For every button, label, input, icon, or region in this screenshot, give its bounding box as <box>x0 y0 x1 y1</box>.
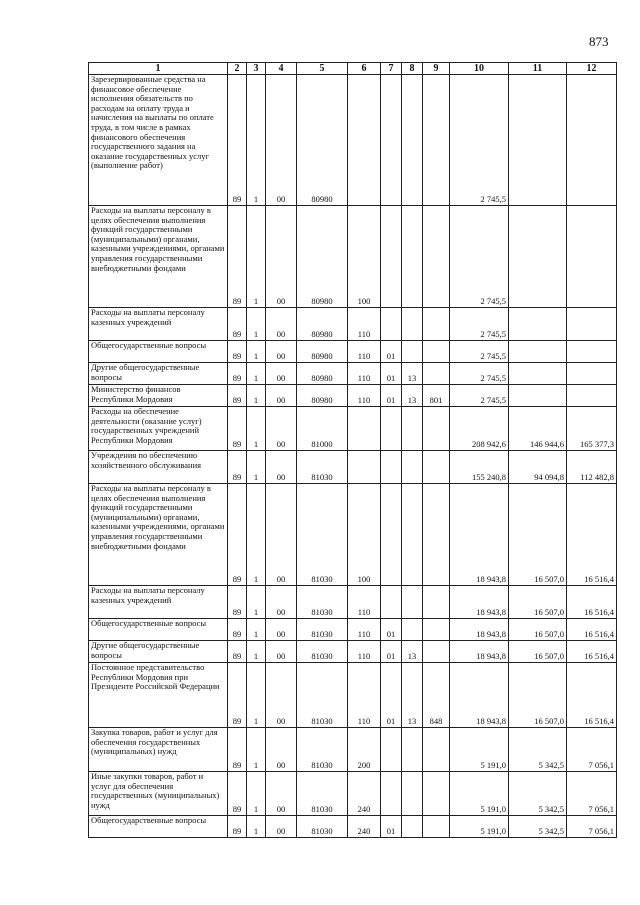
cell-c11 <box>509 206 567 308</box>
cell-c2: 89 <box>228 484 247 586</box>
cell-c10: 18 943,8 <box>450 663 509 728</box>
column-header: 11 <box>509 63 567 75</box>
column-header: 9 <box>423 63 450 75</box>
cell-c11 <box>509 75 567 206</box>
cell-c2: 89 <box>228 641 247 663</box>
cell-c4: 00 <box>266 206 297 308</box>
cell-c9 <box>423 772 450 816</box>
cell-c6: 110 <box>348 363 381 385</box>
cell-c7: 01 <box>381 641 402 663</box>
cell-c4: 00 <box>266 407 297 451</box>
cell-c11: 16 507,0 <box>509 484 567 586</box>
cell-c6: 110 <box>348 385 381 407</box>
cell-c3: 1 <box>247 772 266 816</box>
cell-c10: 2 745,5 <box>450 363 509 385</box>
page-number: 873 <box>589 34 609 49</box>
cell-c12: 7 056,1 <box>567 772 617 816</box>
cell-c12 <box>567 385 617 407</box>
cell-c8 <box>402 341 423 363</box>
cell-c5: 81030 <box>297 586 348 619</box>
row-name-cell: Расходы на выплаты персоналу в целях обеспечения выполнения функций государственными (муниципальными) органами, казенными учреждениями, органами управления государственными внебюджетными фондами <box>89 484 228 586</box>
cell-c8 <box>402 206 423 308</box>
column-header: 7 <box>381 63 402 75</box>
cell-c10: 2 745,5 <box>450 341 509 363</box>
table-row <box>89 407 617 451</box>
cell-c10: 5 191,0 <box>450 772 509 816</box>
cell-c8: 13 <box>402 641 423 663</box>
table-row <box>89 385 617 407</box>
cell-c5: 80980 <box>297 363 348 385</box>
table-row <box>89 663 617 728</box>
cell-c6 <box>348 75 381 206</box>
cell-c5: 81030 <box>297 641 348 663</box>
cell-c6: 110 <box>348 641 381 663</box>
cell-c2: 89 <box>228 586 247 619</box>
cell-c12: 165 377,3 <box>567 407 617 451</box>
cell-c10: 18 943,8 <box>450 619 509 641</box>
cell-c2: 89 <box>228 75 247 206</box>
cell-c6: 100 <box>348 484 381 586</box>
cell-c2: 89 <box>228 619 247 641</box>
cell-c4: 00 <box>266 619 297 641</box>
cell-c3: 1 <box>247 407 266 451</box>
cell-c8 <box>402 728 423 772</box>
column-header: 6 <box>348 63 381 75</box>
cell-c5: 81030 <box>297 619 348 641</box>
cell-c8: 13 <box>402 363 423 385</box>
cell-c5: 81030 <box>297 728 348 772</box>
table-row <box>89 772 617 816</box>
cell-c9 <box>423 206 450 308</box>
cell-c9 <box>423 407 450 451</box>
cell-c3: 1 <box>247 641 266 663</box>
cell-c10: 2 745,5 <box>450 75 509 206</box>
cell-c5: 81030 <box>297 816 348 838</box>
cell-c9 <box>423 75 450 206</box>
cell-c4: 00 <box>266 363 297 385</box>
cell-c9: 801 <box>423 385 450 407</box>
table-row <box>89 308 617 341</box>
cell-c8 <box>402 484 423 586</box>
cell-c12 <box>567 363 617 385</box>
cell-c12 <box>567 206 617 308</box>
table-row <box>89 451 617 484</box>
cell-c6: 110 <box>348 341 381 363</box>
cell-c2: 89 <box>228 363 247 385</box>
row-name-cell: Расходы на выплаты персоналу казенных учреждений <box>89 586 228 619</box>
cell-c12: 16 516,4 <box>567 586 617 619</box>
column-header: 2 <box>228 63 247 75</box>
cell-c9 <box>423 363 450 385</box>
row-name-cell: Зарезервированные средства на финансовое обеспечение исполнения обязательств по расходам на оплату труда и начисления на выплаты по оплате труда, в том числе в рамках финансового обеспечения государственного задания на оказание государственных услуг (выполнение работ) <box>89 75 228 206</box>
table-row <box>89 363 617 385</box>
cell-c11: 16 507,0 <box>509 619 567 641</box>
row-name-cell: Общегосударственные вопросы <box>89 816 228 838</box>
cell-c6: 110 <box>348 308 381 341</box>
table-row <box>89 728 617 772</box>
cell-c10: 155 240,8 <box>450 451 509 484</box>
cell-c7 <box>381 75 402 206</box>
column-header: 1 <box>89 63 228 75</box>
cell-c12: 16 516,4 <box>567 484 617 586</box>
cell-c10: 18 943,8 <box>450 484 509 586</box>
cell-c10: 5 191,0 <box>450 816 509 838</box>
cell-c4: 00 <box>266 816 297 838</box>
table-row <box>89 619 617 641</box>
table-row <box>89 75 617 206</box>
cell-c12: 16 516,4 <box>567 619 617 641</box>
cell-c2: 89 <box>228 451 247 484</box>
cell-c11: 5 342,5 <box>509 816 567 838</box>
cell-c9: 848 <box>423 663 450 728</box>
cell-c4: 00 <box>266 75 297 206</box>
cell-c12: 7 056,1 <box>567 816 617 838</box>
cell-c7: 01 <box>381 663 402 728</box>
cell-c9 <box>423 484 450 586</box>
cell-c5: 80980 <box>297 341 348 363</box>
cell-c4: 00 <box>266 728 297 772</box>
cell-c6: 240 <box>348 816 381 838</box>
table-row <box>89 586 617 619</box>
cell-c7: 01 <box>381 385 402 407</box>
table-row <box>89 484 617 586</box>
cell-c8: 13 <box>402 663 423 728</box>
column-header: 3 <box>247 63 266 75</box>
cell-c8: 13 <box>402 385 423 407</box>
cell-c3: 1 <box>247 75 266 206</box>
cell-c4: 00 <box>266 484 297 586</box>
row-name-cell: Другие общегосударственные вопросы <box>89 363 228 385</box>
cell-c7 <box>381 586 402 619</box>
cell-c2: 89 <box>228 816 247 838</box>
cell-c4: 00 <box>266 663 297 728</box>
cell-c8 <box>402 816 423 838</box>
row-name-cell: Расходы на выплаты персоналу в целях обеспечения выполнения функций государственными (муниципальными) органами, казенными учреждениями, органами управления государственными внебюджетными фондами <box>89 206 228 308</box>
cell-c7 <box>381 451 402 484</box>
cell-c4: 00 <box>266 586 297 619</box>
cell-c7 <box>381 308 402 341</box>
table-header-row <box>89 63 617 75</box>
column-header: 4 <box>266 63 297 75</box>
cell-c2: 89 <box>228 206 247 308</box>
cell-c5: 81030 <box>297 663 348 728</box>
cell-c9 <box>423 308 450 341</box>
cell-c11 <box>509 385 567 407</box>
cell-c6: 200 <box>348 728 381 772</box>
cell-c7 <box>381 206 402 308</box>
row-name-cell: Общегосударственные вопросы <box>89 619 228 641</box>
cell-c4: 00 <box>266 341 297 363</box>
cell-c7 <box>381 728 402 772</box>
cell-c8 <box>402 619 423 641</box>
cell-c4: 00 <box>266 385 297 407</box>
cell-c8 <box>402 308 423 341</box>
column-header: 12 <box>567 63 617 75</box>
cell-c2: 89 <box>228 407 247 451</box>
cell-c5: 80980 <box>297 206 348 308</box>
table-row <box>89 341 617 363</box>
cell-c8 <box>402 75 423 206</box>
cell-c7: 01 <box>381 341 402 363</box>
cell-c11 <box>509 308 567 341</box>
column-header: 8 <box>402 63 423 75</box>
cell-c11: 5 342,5 <box>509 728 567 772</box>
cell-c2: 89 <box>228 728 247 772</box>
cell-c8 <box>402 772 423 816</box>
row-name-cell: Постоянное представительство Республики Мордовия при Президенте Российской Федерации <box>89 663 228 728</box>
cell-c3: 1 <box>247 619 266 641</box>
cell-c11: 146 944,6 <box>509 407 567 451</box>
cell-c8 <box>402 586 423 619</box>
cell-c10: 18 943,8 <box>450 586 509 619</box>
cell-c3: 1 <box>247 451 266 484</box>
cell-c7 <box>381 772 402 816</box>
cell-c6: 110 <box>348 663 381 728</box>
cell-c12: 112 482,8 <box>567 451 617 484</box>
cell-c10: 18 943,8 <box>450 641 509 663</box>
cell-c5: 80980 <box>297 308 348 341</box>
cell-c10: 2 745,5 <box>450 206 509 308</box>
cell-c2: 89 <box>228 772 247 816</box>
cell-c11: 94 094,8 <box>509 451 567 484</box>
table-row <box>89 641 617 663</box>
cell-c5: 80980 <box>297 75 348 206</box>
row-name-cell: Другие общегосударственные вопросы <box>89 641 228 663</box>
cell-c7: 01 <box>381 363 402 385</box>
cell-c6: 110 <box>348 586 381 619</box>
row-name-cell: Учреждения по обеспечению хозяйственного обслуживания <box>89 451 228 484</box>
cell-c5: 81030 <box>297 772 348 816</box>
cell-c3: 1 <box>247 586 266 619</box>
cell-c11: 5 342,5 <box>509 772 567 816</box>
row-name-cell: Министерство финансов Республики Мордовия <box>89 385 228 407</box>
cell-c3: 1 <box>247 816 266 838</box>
cell-c5: 81030 <box>297 451 348 484</box>
cell-c6 <box>348 451 381 484</box>
cell-c11: 16 507,0 <box>509 586 567 619</box>
cell-c5: 80980 <box>297 385 348 407</box>
row-name-cell: Закупка товаров, работ и услуг для обеспечения государственных (муниципальных) нужд <box>89 728 228 772</box>
cell-c12: 16 516,4 <box>567 641 617 663</box>
column-header: 10 <box>450 63 509 75</box>
cell-c4: 00 <box>266 308 297 341</box>
cell-c12 <box>567 308 617 341</box>
budget-table <box>88 62 617 838</box>
cell-c9 <box>423 728 450 772</box>
cell-c2: 89 <box>228 308 247 341</box>
cell-c12: 7 056,1 <box>567 728 617 772</box>
cell-c7: 01 <box>381 619 402 641</box>
row-name-cell: Иные закупки товаров, работ и услуг для обеспечения государственных (муниципальных) нужд <box>89 772 228 816</box>
cell-c12 <box>567 75 617 206</box>
cell-c9 <box>423 451 450 484</box>
cell-c3: 1 <box>247 363 266 385</box>
cell-c11 <box>509 363 567 385</box>
row-name-cell: Расходы на обеспечение деятельности (оказание услуг) государственных учреждений Республики Мордовия <box>89 407 228 451</box>
cell-c4: 00 <box>266 641 297 663</box>
cell-c2: 89 <box>228 385 247 407</box>
cell-c2: 89 <box>228 663 247 728</box>
cell-c6 <box>348 407 381 451</box>
row-name-cell: Расходы на выплаты персоналу казенных учреждений <box>89 308 228 341</box>
row-name-cell: Общегосударственные вопросы <box>89 341 228 363</box>
cell-c7 <box>381 407 402 451</box>
cell-c11: 16 507,0 <box>509 641 567 663</box>
cell-c6: 100 <box>348 206 381 308</box>
cell-c5: 81030 <box>297 484 348 586</box>
cell-c3: 1 <box>247 206 266 308</box>
cell-c9 <box>423 641 450 663</box>
cell-c3: 1 <box>247 308 266 341</box>
cell-c12: 16 516,4 <box>567 663 617 728</box>
cell-c12 <box>567 341 617 363</box>
cell-c10: 5 191,0 <box>450 728 509 772</box>
cell-c4: 00 <box>266 772 297 816</box>
cell-c5: 81000 <box>297 407 348 451</box>
cell-c4: 00 <box>266 451 297 484</box>
cell-c10: 208 942,6 <box>450 407 509 451</box>
cell-c6: 240 <box>348 772 381 816</box>
table-row <box>89 206 617 308</box>
cell-c3: 1 <box>247 663 266 728</box>
cell-c9 <box>423 619 450 641</box>
cell-c9 <box>423 341 450 363</box>
cell-c10: 2 745,5 <box>450 385 509 407</box>
table-row <box>89 816 617 838</box>
cell-c10: 2 745,5 <box>450 308 509 341</box>
cell-c2: 89 <box>228 341 247 363</box>
cell-c8 <box>402 451 423 484</box>
cell-c7: 01 <box>381 816 402 838</box>
cell-c9 <box>423 816 450 838</box>
column-header: 5 <box>297 63 348 75</box>
cell-c7 <box>381 484 402 586</box>
cell-c9 <box>423 586 450 619</box>
cell-c3: 1 <box>247 341 266 363</box>
cell-c8 <box>402 407 423 451</box>
cell-c11 <box>509 341 567 363</box>
cell-c3: 1 <box>247 728 266 772</box>
cell-c6: 110 <box>348 619 381 641</box>
cell-c3: 1 <box>247 484 266 586</box>
cell-c3: 1 <box>247 385 266 407</box>
cell-c11: 16 507,0 <box>509 663 567 728</box>
